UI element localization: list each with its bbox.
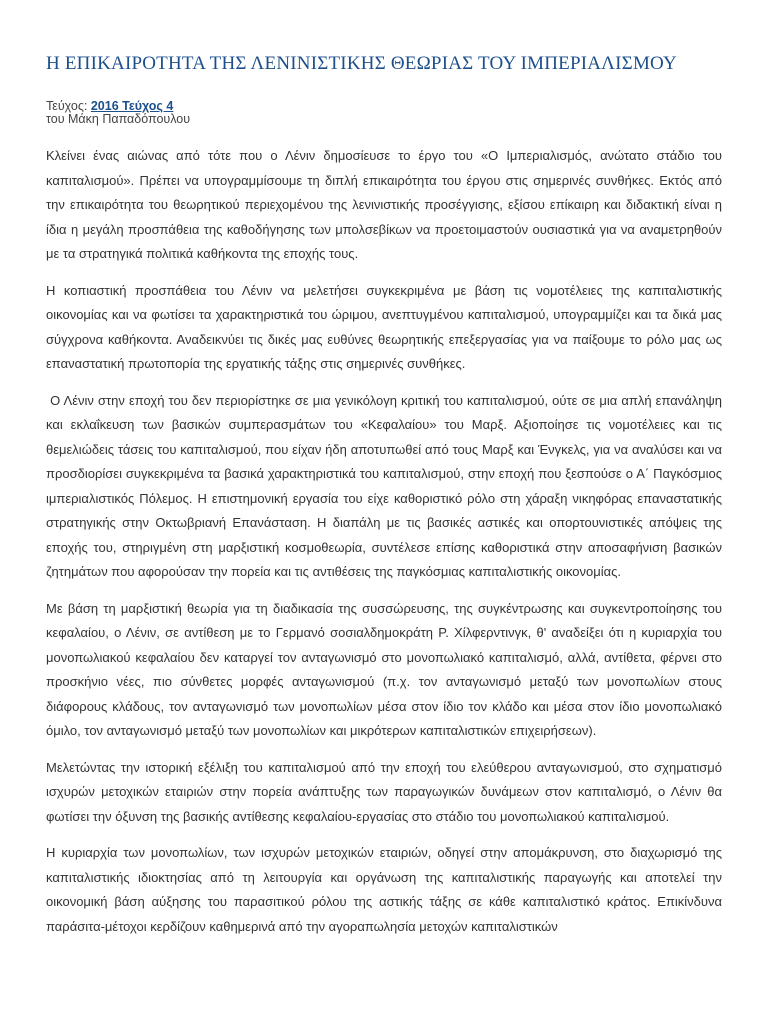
article-title: Η ΕΠΙΚΑΙΡΟΤΗΤΑ ΤΗΣ ΛΕΝΙΝΙΣΤΙΚΗΣ ΘΕΩΡΙΑΣ ΤΟΥ ΙΜΠΕΡΙΑΛΙΣΜΟΥ [46, 53, 677, 74]
article-paragraph: Μελετώντας την ιστορική εξέλιξη του καπιταλισμού από την εποχή του ελεύθερου ανταγωνισμού, στο σχηματισμό ισχυρών μετοχικών εταιριών στην πορεία ανάπτυξης των παραγωγικών δυνάμεων στον καπιταλισμό, ο Λένιν θα φωτίσει την όξυνση της βασικής αντίθεσης κεφαλαίου-εργασίας στο στάδιο του μονοπωλιακού καπιταλισμού. [46, 759, 722, 824]
article-paragraph: Κλείνει ένας αιώνας από τότε που ο Λένιν δημοσίευσε το έργο του «Ο Ιμπεριαλισμός, ανώτατο στάδιο του καπιταλισμού». Πρέπει να υπογραμμίσουμε τη διπλή επικαιρότητα του έργου στις σημερινές συνθήκες. Εκτός από την επικαιρότητα του θεωρητικού περιεχομένου της λενινιστικής προσέγγισης, εξίσου επίκαιρη και διδακτική είναι η ίδια η μεγάλη προσπάθεια της καθοδήγησης των μπολσεβίκων να προετοιμαστούν ουσιαστικά για να αναμετρηθούν με τα στρατηγικά πολιτικά καθήκοντα της εποχής τους. [46, 148, 722, 261]
issue-label: Τεύχος: [46, 99, 88, 113]
author-byline: του Μάκη Παπαδόπουλου [46, 112, 191, 126]
article-paragraph: Με βάση τη μαρξιστική θεωρία για τη διαδικασία της συσσώρευσης, της συγκέντρωσης και συγκεντροποίησης του κεφαλαίου, ο Λένιν, σε αντίθεση με το Γερμανό σοσιαλδημοκράτη Ρ. Χίλφερντινγκ, θ' αναδείξει ότι η κυριαρχία του μονοπωλιακού κεφαλαίου δεν καταργεί τον ανταγωνισμό στο μονοπωλιακό καπιταλισμό, αλλά, αντίθετα, φέρνει στο προσκήνιο νέες, πιο σύνθετες μορφές ανταγωνισμού (π.χ. τον ανταγωνισμό μεταξύ των μονοπωλίων στους διάφορους κλάδους, τον ανταγωνισμό των μονοπωλίων μέσα στον ίδιο τον κλάδο και μέσα στον ίδιο μονοπωλιακό όμιλο, τον ανταγωνισμό μεταξύ των μονοπωλίων και μικρότερων καπιταλιστικών επιχειρήσεων). [46, 600, 722, 738]
issue-link[interactable]: 2016 Τεύχος 4 [90, 99, 174, 113]
article-paragraph: Η κυριαρχία των μονοπωλίων, των ισχυρών μετοχικών εταιριών, οδηγεί στην απομάκρυνση, στο διαχωρισμό της καπιταλιστικής ιδιοκτησίας από τη λειτουργία και οργάνωση της καπιταλιστικής παραγωγής και αποτελεί την οικονομική βάση αύξησης του παρασιτικού ρόλου της αστικής τάξης σε κάθε καπιταλιστικό κράτος. Επικίνδυνα παράσιτα-μέτοχοι κερδίζουν καθημερινά από την αγοραπωλησία μετοχών καπιταλιστικών [46, 845, 722, 934]
article-body [46, 144, 722, 939]
article-paragraph: Ο Λένιν στην εποχή του δεν περιορίστηκε σε μια γενικόλογη κριτική του καπιταλισμού, ούτε σε μια απλή επανάληψη και εκλαΐκευση των βασικών συμπερασμάτων του «Κεφαλαίου» του Μαρξ. Αξιοποίησε τις νομοτέλειες και τις θεμελιώδεις τάσεις του καπιταλισμού, που είχαν ήδη αποτυπωθεί από τους Μαρξ και Ένγκελς, για να αναλύσει και να προσδιορίσει συγκεκριμένα τα βασικά χαρακτηριστικά του καπιταλισμού, στην εποχή που ξεσπούσε ο Α΄ Παγκόσμιος ιμπεριαλιστικός Πόλεμος. Η επιστημονική εργασία του είχε καθοριστικό ρόλο στη χάραξη νικηφόρας επαναστατικής στρατηγικής στην Οκτωβριανή Επανάσταση. Η διαπάλη με τις βασικές αστικές και οπορτουνιστικές απόψεις της εποχής του, στηριγμένη στη μαρξιστική κοσμοθεωρία, συντέλεσε επίσης καθοριστικά στην αποσαφήνιση βασικών ζητημάτων που αφορούσαν την πορεία και τις αντιθέσεις της παγκόσμιας καπιταλιστικής οικονομίας. [46, 392, 722, 579]
article-meta [46, 100, 722, 126]
article [46, 0, 722, 951]
article-paragraph: Η κοπιαστική προσπάθεια του Λένιν να μελετήσει συγκεκριμένα με βάση τις νομοτέλειες της καπιταλιστικής οικονομίας και να φωτίσει τα χαρακτηριστικά του ώριμου, ανεπτυγμένου καπιταλισμού, υπογραμμίζει και τα δικά μας σύγχρονα καθήκοντα. Αναδεικνύει τις δικές μας ευθύνες θεωρητικής επεξεργασίας για να παίξουμε το ρόλο μας ως επαναστατική πρωτοπορία της εργατικής τάξης στις σημερινές συνθήκες. [46, 282, 722, 371]
